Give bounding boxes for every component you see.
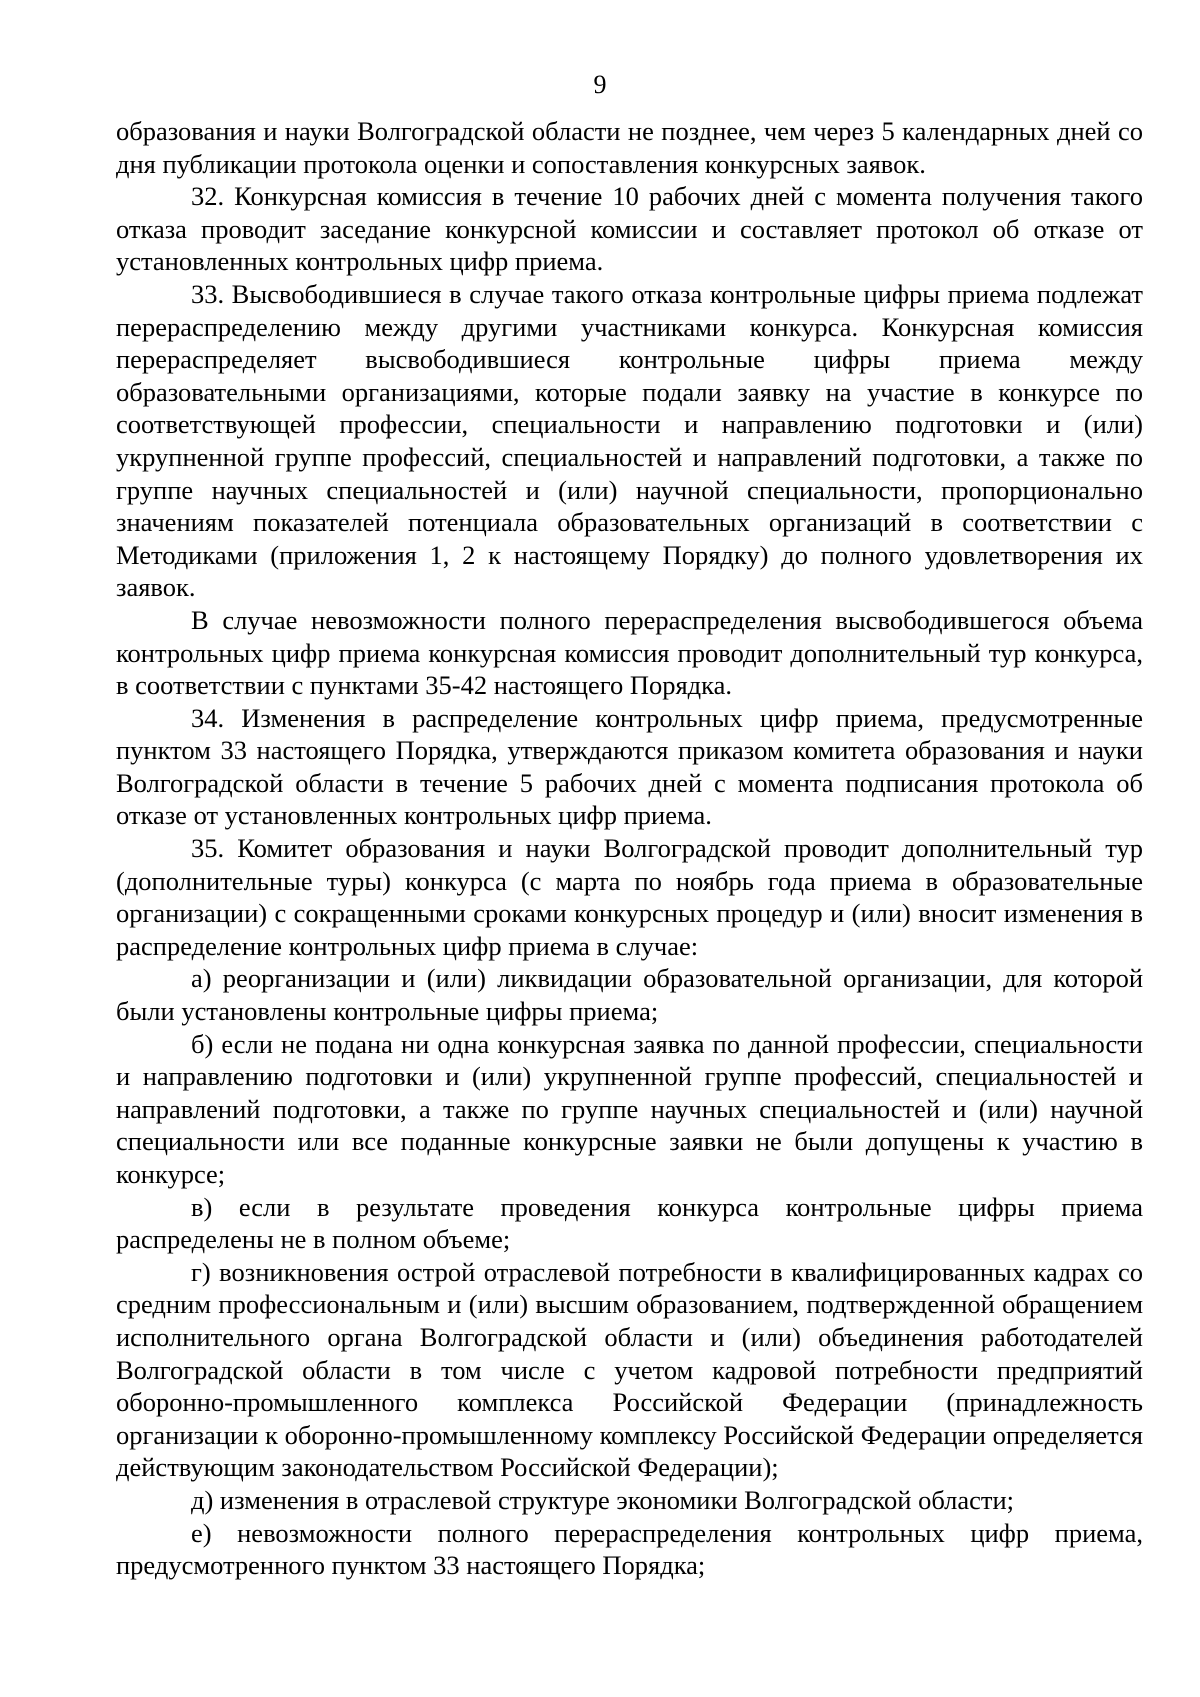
list-item-g: г) возникновения острой отраслевой потребности в квалифицированных кадрах со средним профессиональным и (или) высшим образованием, подтвержденной обращением исполнительного органа Волгоградской области и (или) объединения работодателей Волгоградской области в том числе с учетом кадровой потребности предприятий оборонно-промышленного комплекса Российской Федерации (принадлежность организации к оборонно-промышленному комплексу Российской Федерации определяется действующим законодательством Российской Федерации); (116, 1256, 1143, 1483)
page-number: 9 (593, 70, 607, 99)
paragraph-item-33: 33. Высвободившиеся в случае такого отказа контрольные цифры приема подлежат перераспределению между другими участниками конкурса. Конкурсная комиссия перераспределяет высвободившиеся контрольные цифры приема между образовательными организациями, которые подали заявку на участие в конкурсе по соответствующей профессии, специальности и направлению подготовки и (или) укрупненной группе профессий, специальностей и направлений подготовки, а также по группе научных специальностей и (или) научной специальности, пропорционально значениям показателей потенциала образовательных организаций в соответствии с Методиками (приложения 1, 2 к настоящему Порядку) до полного удовлетворения их заявок. (116, 278, 1143, 603)
paragraph-item-32: 32. Конкурсная комиссия в течение 10 рабочих дней с момента получения такого отказа проводит заседание конкурсной комиссии и составляет протокол об отказе от установленных контрольных цифр приема. (116, 181, 1143, 277)
list-item-v: в) если в результате проведения конкурса контрольные цифры приема распределены не в полном объеме; (116, 1191, 1143, 1255)
paragraph-item-33-note: В случае невозможности полного перераспределения высвободившегося объема контрольных цифр приема конкурсная комиссия проводит дополнительный тур конкурса, в соответствии с пунктами 35-42 настоящего Порядка. (116, 604, 1143, 701)
document-body (116, 115, 1143, 1582)
list-item-a: а) реорганизации и (или) ликвидации образовательной организации, для которой были установлены контрольные цифры приема; (116, 963, 1143, 1027)
paragraph-continuation: образования и науки Волгоградской области не позднее, чем через 5 календарных дней со дня публикации протокола оценки и сопоставления конкурсных заявок. (116, 116, 1143, 179)
list-item-b: б) если не подана ни одна конкурсная заявка по данной профессии, специальности и направлению подготовки и (или) укрупненной группе профессий, специальностей и направлений подготовки, а также по группе научных специальностей и (или) научной специальности или все поданные конкурсные заявки не были допущены к участию в конкурсе; (116, 1028, 1143, 1189)
paragraph-item-34: 34. Изменения в распределение контрольных цифр приема, предусмотренные пунктом 33 настоящего Порядка, утверждаются приказом комитета образования и науки Волгоградской области в течение 5 рабочих дней с момента подписания протокола об отказе от установленных контрольных цифр приема. (116, 702, 1143, 831)
list-item-e: е) невозможности полного перераспределения контрольных цифр приема, предусмотренного пунктом 33 настоящего Порядка; (116, 1517, 1143, 1581)
list-item-d: д) изменения в отраслевой структуре экономики Волгоградской области; (191, 1484, 1015, 1515)
paragraph-item-35: 35. Комитет образования и науки Волгоградской проводит дополнительный тур (дополнительные туры) конкурса (с марта по ноябрь года приема в образовательные организации) с сокращенными сроками конкурсных процедур и (или) вносит изменения в распределение контрольных цифр приема в случае: (116, 833, 1143, 961)
